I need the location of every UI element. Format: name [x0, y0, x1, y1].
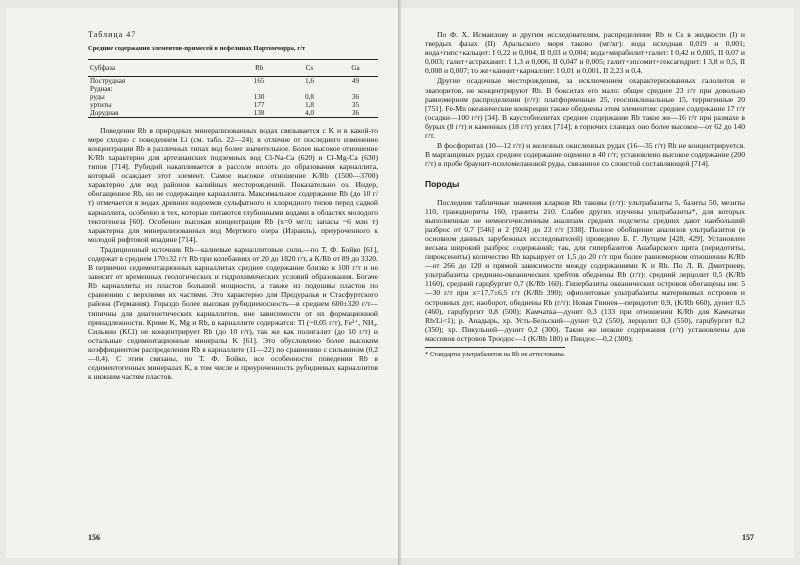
header-rb: Rb — [232, 59, 286, 76]
body-paragraph: Поведение Rb в природных минерализованных водах связывается с K и в какой-то мере сходно с поведением Li (см. табл. 22—24); в отличие от последнего изменение концентрации Rb в различных типах вод более значительное. Более высокое отношение K/Rb характерно для артезианских подземных вод Cl-Na-Ca (620) и Cl-Mg-Ca (630) типов [714]. Рубидий накапливается в рассоле вплоть до образования карналлита, который осаждает этот элемент. Самое высокое отношение K/Rb (1500—3700) характерно для вод районов калийных месторождений. Показательно оз. Индер, обогащенное Rb, но не содержащее карналлита. Максимальное содержание Rb (до 10 г/т) отмечается в водах древних водоемов сульфатного и хлоридного типов перед садкой карналлита, особенно в тех, которые питаются глубинными водами в областях молодого тектогенеза [60]. Особенно высокая концентрация Rb (x=0 мг/л; запасы ~6 млн т) характерна для минерализованных вод Мертвого озера (Израиль), приуроченного к молодой рифтовой впадине [714]. — [88, 125, 378, 244]
right-page — [401, 8, 794, 558]
body-paragraph: По Ф. Х. Исмаилову и другим исследователям, распределение Rb и Cs в жидкости (I) и твердых фазах (II) Аральского моря таково (мг/кг): вода исходная 0,019 и 0,001; вода+гипс+кальцит: I 0,22 и 0,004, II 0,03 и 0,004; вода+мирабилит+галит: I 0,42 и 0,005, II 0,07 и 0,003; галит+астраханит: I 1,3 и 0,006, II 0,047 и 0,005; галит+эпсомит+гексагидрит: I 3,8 и 0,5, II 0,008 и 0,007; то же+каинит+карналлит: I 0,01 и 0,001, II 2,23 и 0,4. — [425, 30, 745, 76]
cell-ga: 36 — [333, 109, 378, 118]
cell-cs: 1,6 — [305, 76, 314, 85]
cell-rb: 130 — [253, 92, 265, 101]
row-label: Дорудная — [88, 109, 232, 118]
table-row — [88, 93, 378, 101]
cell-ga: 35 — [352, 100, 359, 109]
header-ga: Ga — [333, 59, 378, 76]
cell-ga: 36 — [352, 92, 359, 101]
body-paragraph: В фосфоритах (10—12 г/т) и железных окисленных рудах (16—35 г/т) Rb не концентрируется. В марганцевых рудах среднее содержание оценено в 40 г/т; установлено высокое содержание (200 г/т) в пробе браунит-псиломелановой руды, связанное со слоистой составляющей [714]. — [425, 141, 745, 169]
cell-rb: 177 — [253, 100, 265, 109]
table-header-row — [88, 59, 378, 76]
cell-rb: 165 — [253, 76, 265, 85]
header-cs: Cs — [286, 59, 333, 76]
header-subphase: Субфаза — [88, 59, 232, 76]
cell-rb — [232, 85, 286, 93]
nepheline-table — [88, 59, 378, 118]
cell-ga: 49 — [352, 76, 359, 85]
row-label: руды — [90, 92, 105, 101]
cell-ga — [333, 85, 378, 93]
left-page — [6, 8, 399, 558]
page-number-left: 156 — [88, 533, 100, 542]
table-row — [88, 76, 378, 85]
table-caption: Таблица 47 — [88, 30, 137, 39]
cell-rb: 138 — [232, 109, 286, 118]
section-heading: Породы — [425, 179, 460, 190]
row-label: Поструднaя — [90, 76, 126, 85]
row-label: уртиты — [90, 100, 112, 109]
right-column — [425, 30, 745, 359]
cell-cs: 0,8 — [305, 92, 314, 101]
body-paragraph: Другие осадочные месторождения, за исключением охарактеризованных галолитов и эвапоритов, не концентрируют Rb. В бокситах его мало: общее среднее 23 г/т при довольно равномерном распределении (г/т): платформенные 25, геосинклинальные 15, терригенные 20 [751]. Fe-Mn океанические конкреции также обеднены этим элементом: среднее содержание 17 г/т (осадки—100 г/т) [34]. В каустобиолитах среднее содержание Rb такое же—16 г/т при размахе в бурых (8 г/т) и каменных (18 г/т) углях [714]; в горючих сланцах оно более высокое—от 62 до 140 г/т. — [425, 76, 745, 141]
table-title: Средние содержания элементов-примесей в нефелинах Партомчорра, г/т — [88, 45, 306, 53]
body-paragraph: Традиционный источник Rb—калиевые карналлитовые соли,—по Т. Ф. Бойко [61], содержат в среднем 170±32 г/т Rb при колебаниях от 20 до 1820 г/т, а K/Rb от 89 до 3320. В первично седиментационных карналлитах среднее содержание близко к 100 г/т и не зависит от временных геологических и гидрохимических условий образования. Богаче Rb карналлиты из пластов большой мощности, а также из подошвы пластов по сравнению с верхними их частями. Это характерно для Предуралья и Стасфуртского района (Германия). Гораздо более высокая рубидиеносность—в среднем 600±320 г/т—типичны для диагенетических карналлитов, вне зависимости от их формационной принадлежности. Кроме K, Mg и Rb, в карналлите содержатся: Tl (~0,05 г/т), Fe²⁺, NH₄. Сильвин (KCl) не концентрирует Rb (до 10 г/т), так же как полигалит (до 10 г/т) и остальные седиментационные минералы K [61]. Это обусловлено более высоким коэффициентом распределения Rb в карналлите (11—22) по сравнению с сильвином (0,2—0,4). С этим связаны, по Т. Ф. Бойко, все особенности поведения Rb в седиментогенных минералах K, в том числе и приуроченность рубидиевых карналлитов к нижним частям пластов. — [88, 244, 378, 382]
row-label: Рудная: — [90, 84, 113, 93]
left-column — [88, 30, 378, 382]
cell-cs — [286, 85, 333, 93]
page-number-right: 157 — [742, 533, 754, 542]
body-paragraph: Последние табличные значения кларков Rb таковы (г/т): ультрабазиты 5, базиты 50, мезиты 110, гранодиориты 160, граниты 210. Слабее других изучены ультрабазиты*, для которых выполненные не немногочисленным анализам средних подсчеты средних дают наибольший разброс от 0,7 [546] и 2 [924] до 23 г/т [338]. Полное обобщение анализов ультрабазитов (в основном данных зарубежных исследователей) проведено Б. Г. Лутцем [428, 429]. Установлен весьма широкий разброс содержаний; так, для гипербазитов Анабарского щита (перидотиты, пироксениты) количество Rb варьирует от 1,5 до 20 г/т при более равномерном отношении K/Rb—от 266 до 120 и прямой зависимости между содержаниями K и Rb. По Л. В. Дмитриеву, ультрабазиты срединно-океанических хребтов обеднены Rb (г/т): средний лерцолит 0,5 (K/Rb 1160), средний гарцбургит 0,7 (K/Rb 160). Гипербазиты океанических островов обогащены им: 5—30 г/т при x=17,7±6,5 г/т (K/Rb 390); офиолитовые ультрабазиты материковых островов и островных дуг, наоборот, обеднены Rb (г/т): Новая Гвинея—перидотит 0,9, (K/Rb 660), дунит 0,5 (460), гарцбургит 0,8 (500); Камчатка—дунит 0,3 (133 при отношении K/Rb для Камчатки Rb/Li<1); р. Анадырь, хр. Усть-Бельский—дунит 0,2 (550), лерцолит 0,3 (550), гарцбургит 0,2 (350); хр. Пикульней—дунит 0,2 (300). Такие же низкие содержания (г/т) установлены для массивов островов Троодос—1 (K/Rb 180) и Пиндос—0,2 (300); — [425, 197, 745, 343]
cell-cs: 4,0 — [286, 109, 333, 118]
table-row — [88, 101, 378, 109]
cell-cs: 1,8 — [305, 100, 314, 109]
table-row — [88, 109, 378, 118]
table-row — [88, 85, 378, 93]
footnote: * Стандарты ультрабазитов на Rb не аттестованы. — [425, 347, 565, 359]
